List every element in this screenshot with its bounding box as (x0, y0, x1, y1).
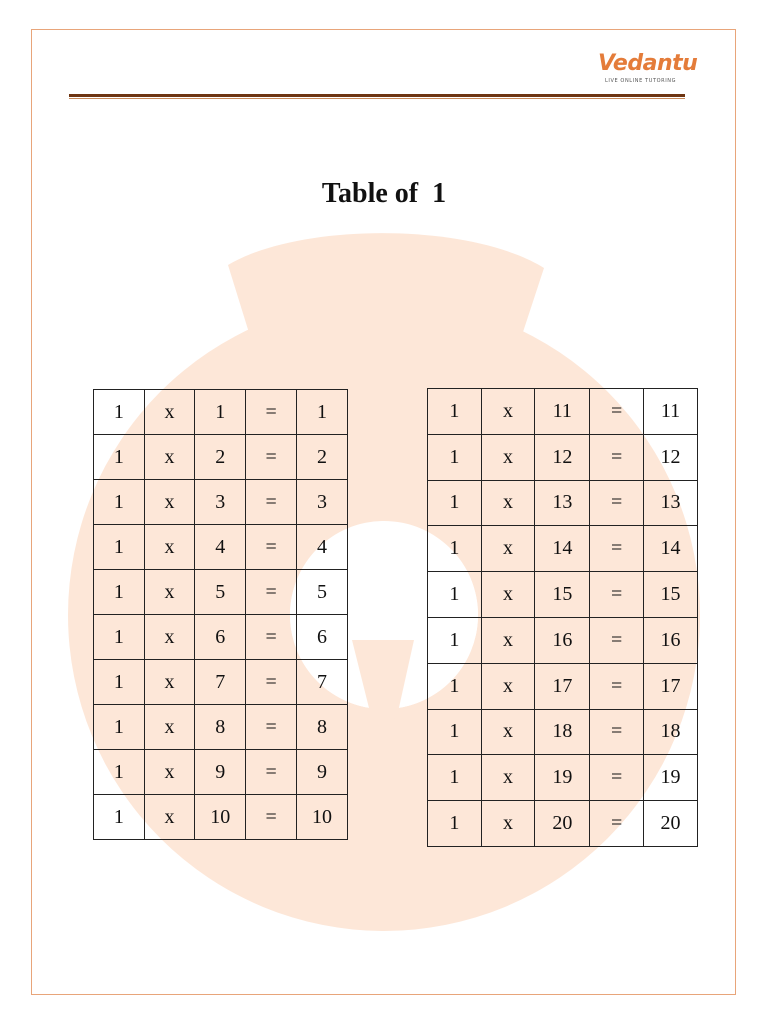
table-cell: x (144, 795, 195, 840)
multiplication-table-left (93, 389, 348, 840)
table-cell: 3 (296, 480, 347, 525)
table-cell: 20 (535, 801, 590, 847)
table-row (428, 572, 698, 618)
table-row (428, 709, 698, 755)
table-cell: 12 (535, 434, 590, 480)
table-cell: 1 (94, 660, 145, 705)
table-cell: 7 (195, 660, 246, 705)
table-cell: 18 (643, 709, 697, 755)
table-cell: 1 (428, 572, 482, 618)
table-cell: 10 (195, 795, 246, 840)
page-title: Table of 1 (321, 178, 447, 209)
table-cell: 13 (535, 480, 590, 526)
table-cell: = (246, 660, 297, 705)
table-row (94, 390, 348, 435)
table-cell: 1 (94, 525, 145, 570)
table-cell: = (590, 526, 644, 572)
table-cell: 15 (643, 572, 697, 618)
table-cell: x (481, 434, 535, 480)
table-cell: 4 (296, 525, 347, 570)
table-cell: 1 (428, 480, 482, 526)
header-rule-thin (69, 98, 685, 99)
table-cell: x (481, 755, 535, 801)
table-cell: 12 (643, 434, 697, 480)
table-cell: 5 (296, 570, 347, 615)
table-row (94, 435, 348, 480)
table-cell: 1 (428, 389, 482, 435)
table-cell: 1 (428, 526, 482, 572)
table-cell: 6 (296, 615, 347, 660)
table-cell: x (144, 615, 195, 660)
table-cell: 17 (643, 663, 697, 709)
table-cell: = (246, 570, 297, 615)
table-row (94, 525, 348, 570)
table-row (94, 660, 348, 705)
table-cell: 1 (428, 434, 482, 480)
table-row (428, 434, 698, 480)
table-cell: 5 (195, 570, 246, 615)
table-cell: x (144, 750, 195, 795)
table-cell: = (590, 434, 644, 480)
table-cell: 11 (535, 389, 590, 435)
table-cell: 16 (535, 617, 590, 663)
table-cell: 2 (296, 435, 347, 480)
table-cell: 8 (195, 705, 246, 750)
table-row (94, 570, 348, 615)
table-cell: 15 (535, 572, 590, 618)
table-cell: x (481, 526, 535, 572)
table-cell: 10 (296, 795, 347, 840)
table-cell: 1 (94, 435, 145, 480)
table-cell: = (246, 390, 297, 435)
table-cell: 7 (296, 660, 347, 705)
table-cell: 11 (643, 389, 697, 435)
table-cell: x (144, 480, 195, 525)
table-cell: x (144, 705, 195, 750)
header-rule (69, 94, 685, 97)
table-cell: 2 (195, 435, 246, 480)
table-row (94, 480, 348, 525)
table-cell: 13 (643, 480, 697, 526)
table-cell: 1 (94, 750, 145, 795)
table-cell: 20 (643, 801, 697, 847)
table-cell: 1 (428, 709, 482, 755)
table-cell: 19 (535, 755, 590, 801)
table-row (428, 663, 698, 709)
table-cell: x (481, 663, 535, 709)
table-cell: = (590, 480, 644, 526)
table-cell: x (144, 435, 195, 480)
table-cell: 1 (94, 570, 145, 615)
table-row (94, 705, 348, 750)
table-row (428, 480, 698, 526)
logo-wordmark: Vedantu (598, 51, 698, 76)
table-cell: 1 (94, 480, 145, 525)
table-row (428, 389, 698, 435)
table-cell: x (144, 570, 195, 615)
table-cell: x (481, 480, 535, 526)
table-row (428, 801, 698, 847)
table-cell: = (246, 525, 297, 570)
table-row (94, 750, 348, 795)
table-cell: 1 (296, 390, 347, 435)
table-cell: = (590, 709, 644, 755)
table-cell: = (246, 750, 297, 795)
table-cell: 3 (195, 480, 246, 525)
table-cell: 19 (643, 755, 697, 801)
table-cell: x (481, 801, 535, 847)
table-row (428, 526, 698, 572)
table-cell: x (481, 709, 535, 755)
table-cell: = (246, 615, 297, 660)
table-cell: = (590, 663, 644, 709)
table-cell: = (590, 617, 644, 663)
table-cell: = (590, 801, 644, 847)
table-cell: 17 (535, 663, 590, 709)
table-cell: 16 (643, 617, 697, 663)
table-row (428, 617, 698, 663)
table-row (94, 615, 348, 660)
table-cell: 6 (195, 615, 246, 660)
table-cell: x (144, 390, 195, 435)
logo-tagline: LIVE ONLINE TUTORING (605, 78, 677, 84)
table-cell: 1 (428, 755, 482, 801)
table-cell: = (246, 480, 297, 525)
vedantu-logo (598, 50, 698, 90)
table-cell: 1 (94, 705, 145, 750)
table-cell: 1 (94, 390, 145, 435)
table-cell: x (481, 389, 535, 435)
table-row (428, 755, 698, 801)
table-cell: = (246, 435, 297, 480)
table-cell: 4 (195, 525, 246, 570)
table-cell: x (481, 572, 535, 618)
table-cell: 1 (428, 663, 482, 709)
table-cell: 1 (94, 795, 145, 840)
table-cell: 9 (195, 750, 246, 795)
table-cell: 8 (296, 705, 347, 750)
table-cell: 14 (643, 526, 697, 572)
table-cell: = (590, 755, 644, 801)
table-cell: x (144, 660, 195, 705)
table-cell: 9 (296, 750, 347, 795)
table-cell: 1 (94, 615, 145, 660)
table-cell: 18 (535, 709, 590, 755)
table-cell: 1 (428, 801, 482, 847)
table-cell: x (481, 617, 535, 663)
table-cell: = (246, 795, 297, 840)
table-cell: = (590, 572, 644, 618)
table-cell: = (246, 705, 297, 750)
table-cell: 1 (428, 617, 482, 663)
table-cell: x (144, 525, 195, 570)
table-cell: = (590, 389, 644, 435)
table-cell: 1 (195, 390, 246, 435)
table-row (94, 795, 348, 840)
multiplication-table-right (427, 388, 698, 847)
table-cell: 14 (535, 526, 590, 572)
